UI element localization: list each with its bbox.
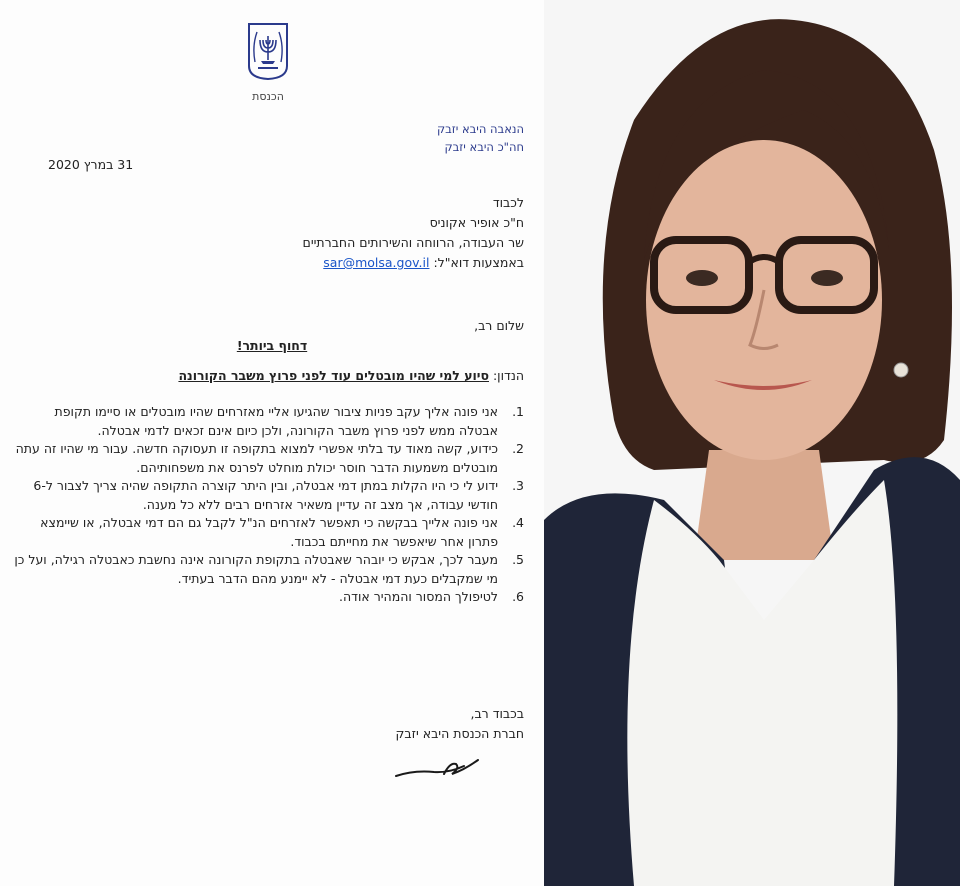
subject-line bbox=[178, 368, 524, 383]
item-text: ידוע לי כי היו הקלות במתן דמי אבטלה, ובין היתר קוצרה התקופה שהיה צריך לצבור ל-6 חודשי עבודה, אך מצב זה עדיין משאיר אזרחים רבים ללא כל מענה. bbox=[33, 478, 498, 512]
item-text: לטיפולך המסור והמהיר אודה. bbox=[339, 589, 498, 604]
list-item bbox=[12, 403, 524, 440]
list-item bbox=[12, 588, 524, 607]
recipient-email-line bbox=[319, 255, 524, 270]
closing-line-2: חברת הכנסת היבא יזבק bbox=[395, 726, 524, 741]
letter-date: 31 במרץ 2020 bbox=[48, 157, 134, 172]
email-via-label: באמצעות דוא"ל: bbox=[433, 255, 524, 270]
recipient-salutation: לכבוד bbox=[492, 195, 524, 210]
list-item bbox=[12, 514, 524, 551]
item-number: 2. bbox=[512, 441, 524, 456]
portrait-photo-icon bbox=[544, 0, 960, 886]
portrait-illustration bbox=[544, 0, 960, 886]
item-text: כידוע, קשה מאוד עד בלתי אפשרי למצוא בתקופה זו תעסוקה חדשה. עבור מי שהיו זה עתה מובטלים משמעות הדבר חוסר יכולת מוחלט לפרנס את משפחותיהם. bbox=[15, 441, 498, 475]
subject-label: הנדון: bbox=[492, 368, 524, 383]
recipient-title: שר העבודה, הרווחה והשירותים החברתיים bbox=[302, 235, 524, 250]
letterhead-label: הכנסת bbox=[252, 90, 284, 103]
sender-line-2: חה"כ היבא יזבק bbox=[444, 140, 524, 154]
greeting: שלום רב, bbox=[474, 318, 524, 333]
menorah-emblem-icon bbox=[246, 22, 290, 80]
list-item bbox=[12, 477, 524, 514]
closing-line-1: בכבוד רב, bbox=[470, 706, 524, 721]
item-text: אני פונה אלייך בבקשה כי תאפשר לאזרחים הנ"ל לקבל גם הם דמי אבטלה, או שיימצא פתרון אחר שיאפשר את מחייתם בכבוד. bbox=[40, 515, 498, 549]
list-item bbox=[12, 440, 524, 477]
item-number: 3. bbox=[512, 478, 524, 493]
item-text: אני פונה אליך עקב פניות ציבור שהגיעו אליי מאזרחים שהיו מובטלים או סיימו תקופת אבטלה ממש לפני פרוץ משבר הקורונה, ולכן כיום אינם זכאים לדמי אבטלה. bbox=[54, 404, 498, 438]
list-item bbox=[12, 551, 524, 588]
letter-items-list bbox=[12, 403, 524, 607]
recipient-name: ח"כ אופיר אקוניס bbox=[429, 215, 524, 230]
recipient-email-link[interactable]: sar@molsa.gov.il bbox=[323, 255, 430, 270]
item-number: 5. bbox=[512, 552, 524, 567]
item-number: 6. bbox=[512, 589, 524, 604]
urgent-heading: דחוף ביותר! bbox=[236, 338, 308, 353]
subject-text: סיוע למי שהיו מובטלים עוד לפני פרוץ משבר הקורונה bbox=[178, 368, 489, 383]
handwritten-signature-icon bbox=[394, 752, 480, 782]
item-number: 1. bbox=[512, 404, 524, 419]
sender-line-1: הנאבה היבא יזבק bbox=[436, 122, 524, 136]
item-number: 4. bbox=[512, 515, 524, 530]
item-text: מעבר לכך, אבקש כי יובהר שאבטלה בתקופת הקורונה אינה נחשבת כאבטלה רגילה, ועל כן מי שמקבלים כעת דמי אבטלה - לא יימנע מהם הדבר בעתיד. bbox=[14, 552, 498, 586]
